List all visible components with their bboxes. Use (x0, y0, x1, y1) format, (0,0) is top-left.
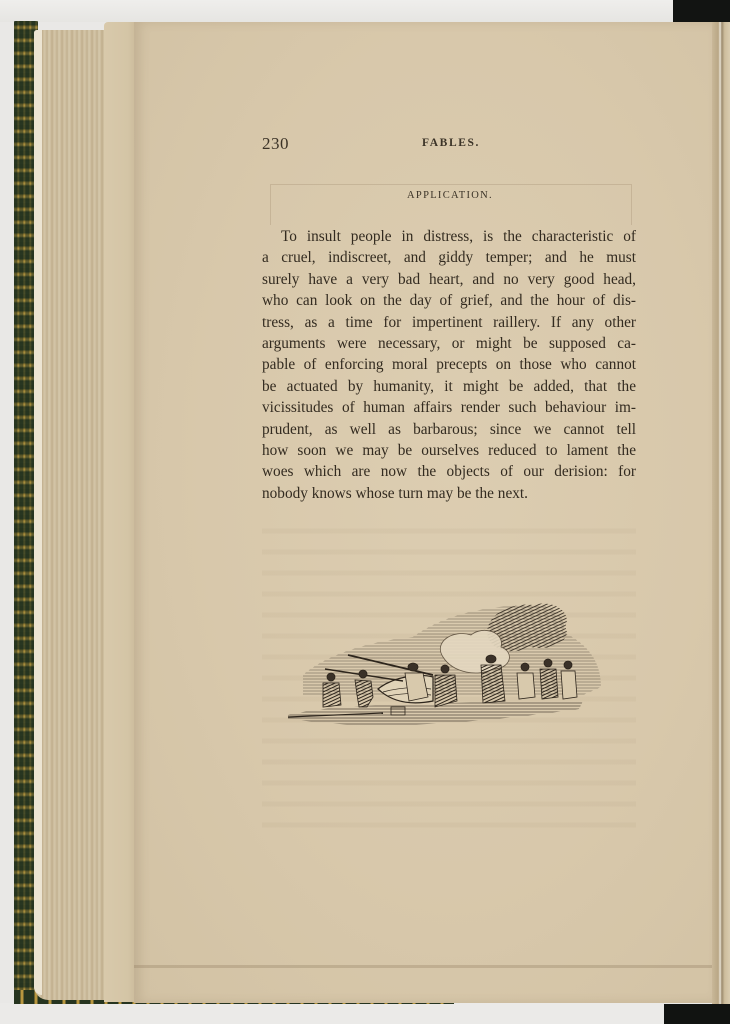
text-line: be actuated by humanity, it might be added, that the (262, 377, 636, 395)
page-right-edge (712, 22, 730, 1004)
text-line: prudent, as well as barbarous; since we cannot tell (262, 420, 636, 438)
page-stack-highlight (34, 30, 42, 995)
scan-calibration-block-bottom (664, 1004, 730, 1024)
page-fold-edge (104, 22, 138, 1002)
scan-calibration-block-top (673, 0, 730, 24)
text-line: how soon we may be ourselves reduced to lament the (262, 441, 636, 459)
page-deckle-edge (134, 965, 712, 968)
book-page (134, 22, 712, 1003)
text-line: tress, as a time for impertinent raillery. If any other (262, 313, 636, 331)
engraving-vignette-icon (283, 597, 605, 737)
text-line: woes which are now the objects of our derision: for (262, 463, 636, 481)
scan-backdrop-top (0, 0, 730, 22)
text-line: arguments were necessary, or might be supposed ca- (262, 334, 636, 352)
text-line: a cruel, indiscreet, and giddy temper; and he must (262, 249, 636, 267)
scan-backdrop-bottom (0, 1003, 730, 1024)
section-heading: APPLICATION. (407, 190, 493, 201)
text-line: To insult people in distress, is the characteristic of (281, 228, 636, 245)
text-line: pable of enforcing moral precepts on those who cannot (262, 356, 636, 374)
page-number: 230 (262, 134, 289, 153)
text-line: who can look on the day of grief, and the hour of dis- (262, 292, 636, 310)
page-title: FABLES. (422, 137, 480, 149)
body-paragraph (262, 226, 636, 504)
text-line: nobody knows whose turn may be the next. (262, 484, 528, 502)
text-line: surely have a very bad heart, and no very good head, (262, 270, 636, 288)
text-line: vicissitudes of human affairs render such behaviour im- (262, 399, 636, 417)
running-head (262, 134, 640, 154)
